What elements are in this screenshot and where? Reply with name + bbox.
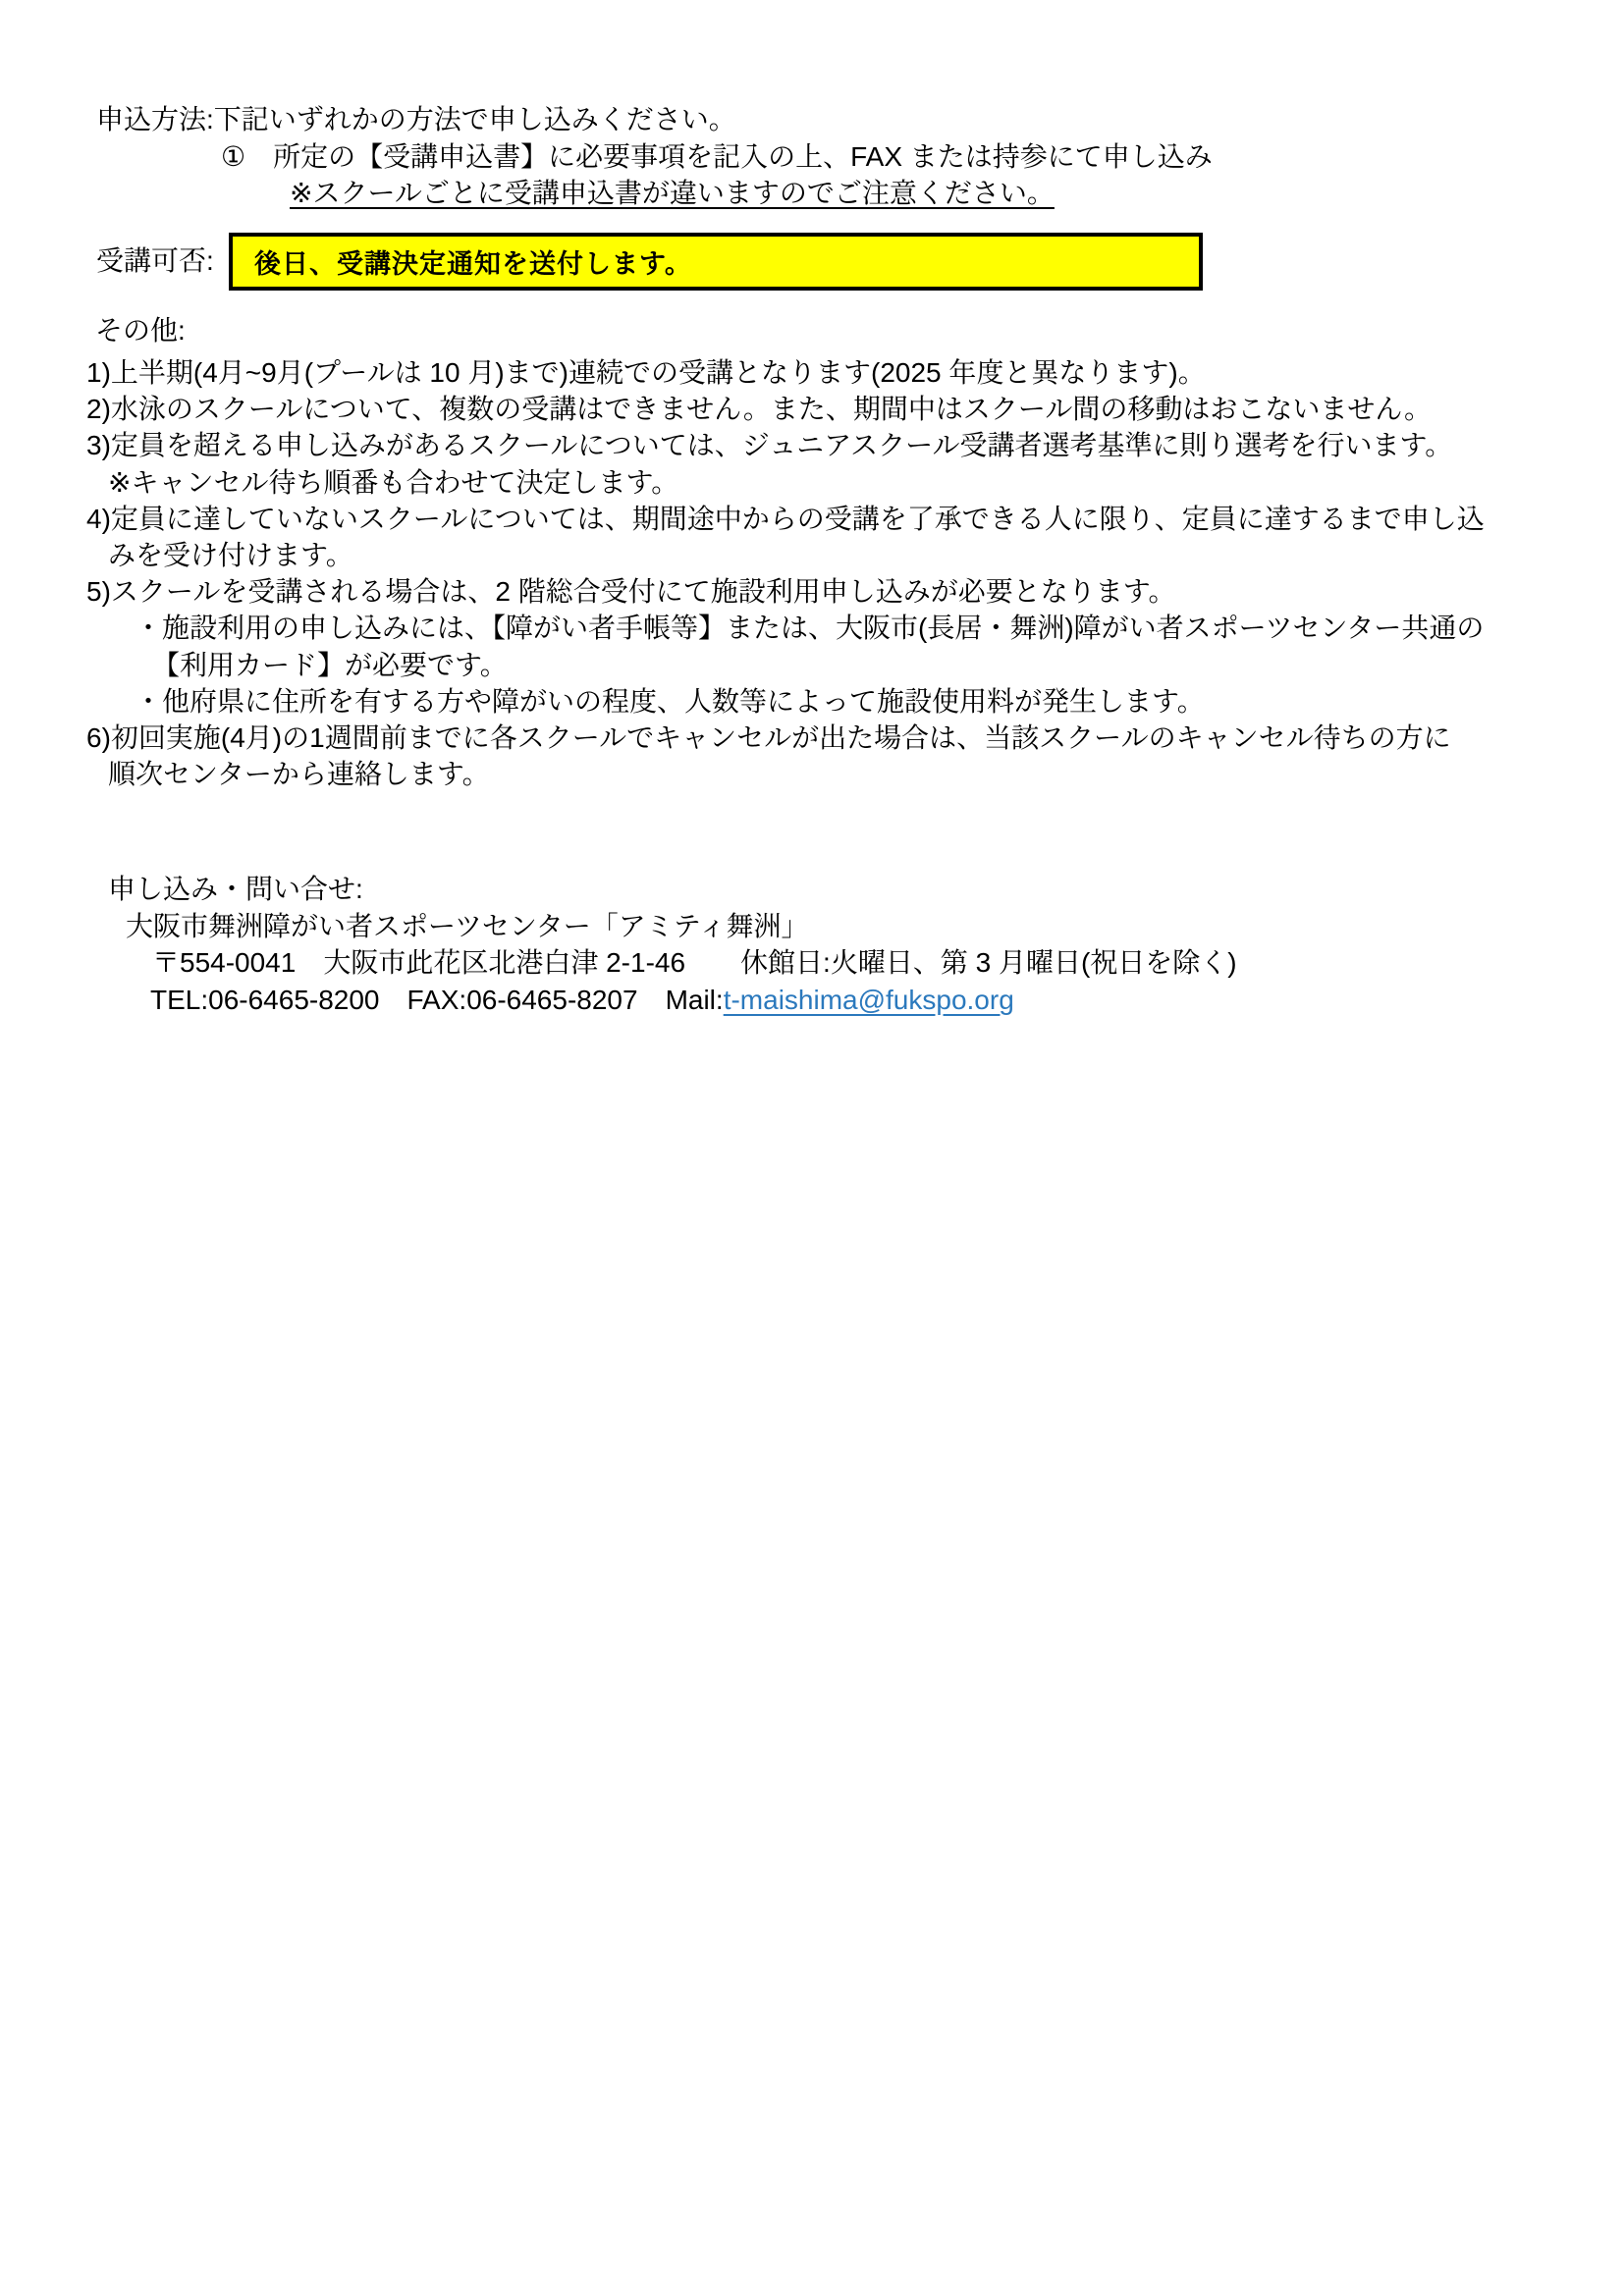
- others-list-line: みを受け付けます。: [108, 540, 353, 571]
- acceptance-label: 受講可否:: [96, 245, 214, 276]
- contact-section: [0, 871, 1624, 1018]
- contact-address: 〒554-0041 大阪市此花区北港白津 2-1-46 休館日:火曜日、第 3 月曜日(祝日を除く): [152, 947, 1237, 978]
- others-list-line: 【利用カード】が必要です。: [152, 649, 508, 680]
- acceptance-notice-box: [229, 233, 1203, 291]
- others-list-line: ・他府県に住所を有する方や障がいの程度、人数等によって施設使用料が発生します。: [135, 685, 1205, 717]
- email-link[interactable]: t-maishima@fukspo.org: [723, 984, 1014, 1015]
- others-list-line: ・施設利用の申し込みには、【障がい者手帳等】または、大阪市(長居・舞洲)障がい者スポーツセンター共通の: [135, 613, 1485, 644]
- others-heading: その他:: [95, 315, 186, 346]
- acceptance-notice-text: 後日、受講決定通知を送付します。: [254, 249, 692, 279]
- application-method-section: [0, 101, 1624, 212]
- contact-center-name: 大阪市舞洲障がい者スポーツセンター「アミティ舞洲」: [126, 910, 809, 941]
- application-method-line: 申込方法:下記いずれかの方法で申し込みください。: [96, 104, 736, 134]
- others-list-line: 3)定員を超える申し込みがあるスクールについては、ジュニアスクール受講者選考基準に則り選考を行います。: [86, 430, 1453, 461]
- application-step-note-underlined: ※スクールごとに受講申込書が違いますのでご注意ください。: [290, 178, 1055, 208]
- others-list-line: 2)水泳のスクールについて、複数の受講はできません。また、期間中はスクール間の移動はおこないません。: [86, 394, 1433, 425]
- others-list-line: 6)初回実施(4月)の1週間前までに各スクールでキャンセルが出た場合は、当該スクールのキャンセル待ちの方に: [86, 722, 1451, 754]
- others-list-line: ※キャンセル待ち順番も合わせて決定します。: [108, 466, 679, 498]
- others-list-line: 4)定員に達していないスクールについては、期間途中からの受講を了承できる人に限り、定員に達するまで申し込: [86, 503, 1485, 534]
- others-list-line: 順次センターから連絡します。: [108, 759, 490, 790]
- contact-tel-fax-mail: [0, 982, 1624, 1019]
- others-list: [0, 354, 1624, 792]
- contact-tel-fax-label: TEL:06-6465-8200 FAX:06-6465-8207 Mail:: [150, 984, 724, 1015]
- application-step-1: ① 所定の【受講申込書】に必要事項を記入の上、FAX または持参にて申し込み: [221, 140, 1213, 172]
- others-list-line: 1)上半期(4月~9月(プールは 10 月)まで)連続での受講となります(2025 年度と異なります)。: [86, 357, 1206, 388]
- contact-heading: 申し込み・問い合せ:: [108, 874, 363, 904]
- others-list-line: 5)スクールを受講される場合は、2 階総合受付にて施設利用申し込みが必要となります。: [86, 576, 1176, 608]
